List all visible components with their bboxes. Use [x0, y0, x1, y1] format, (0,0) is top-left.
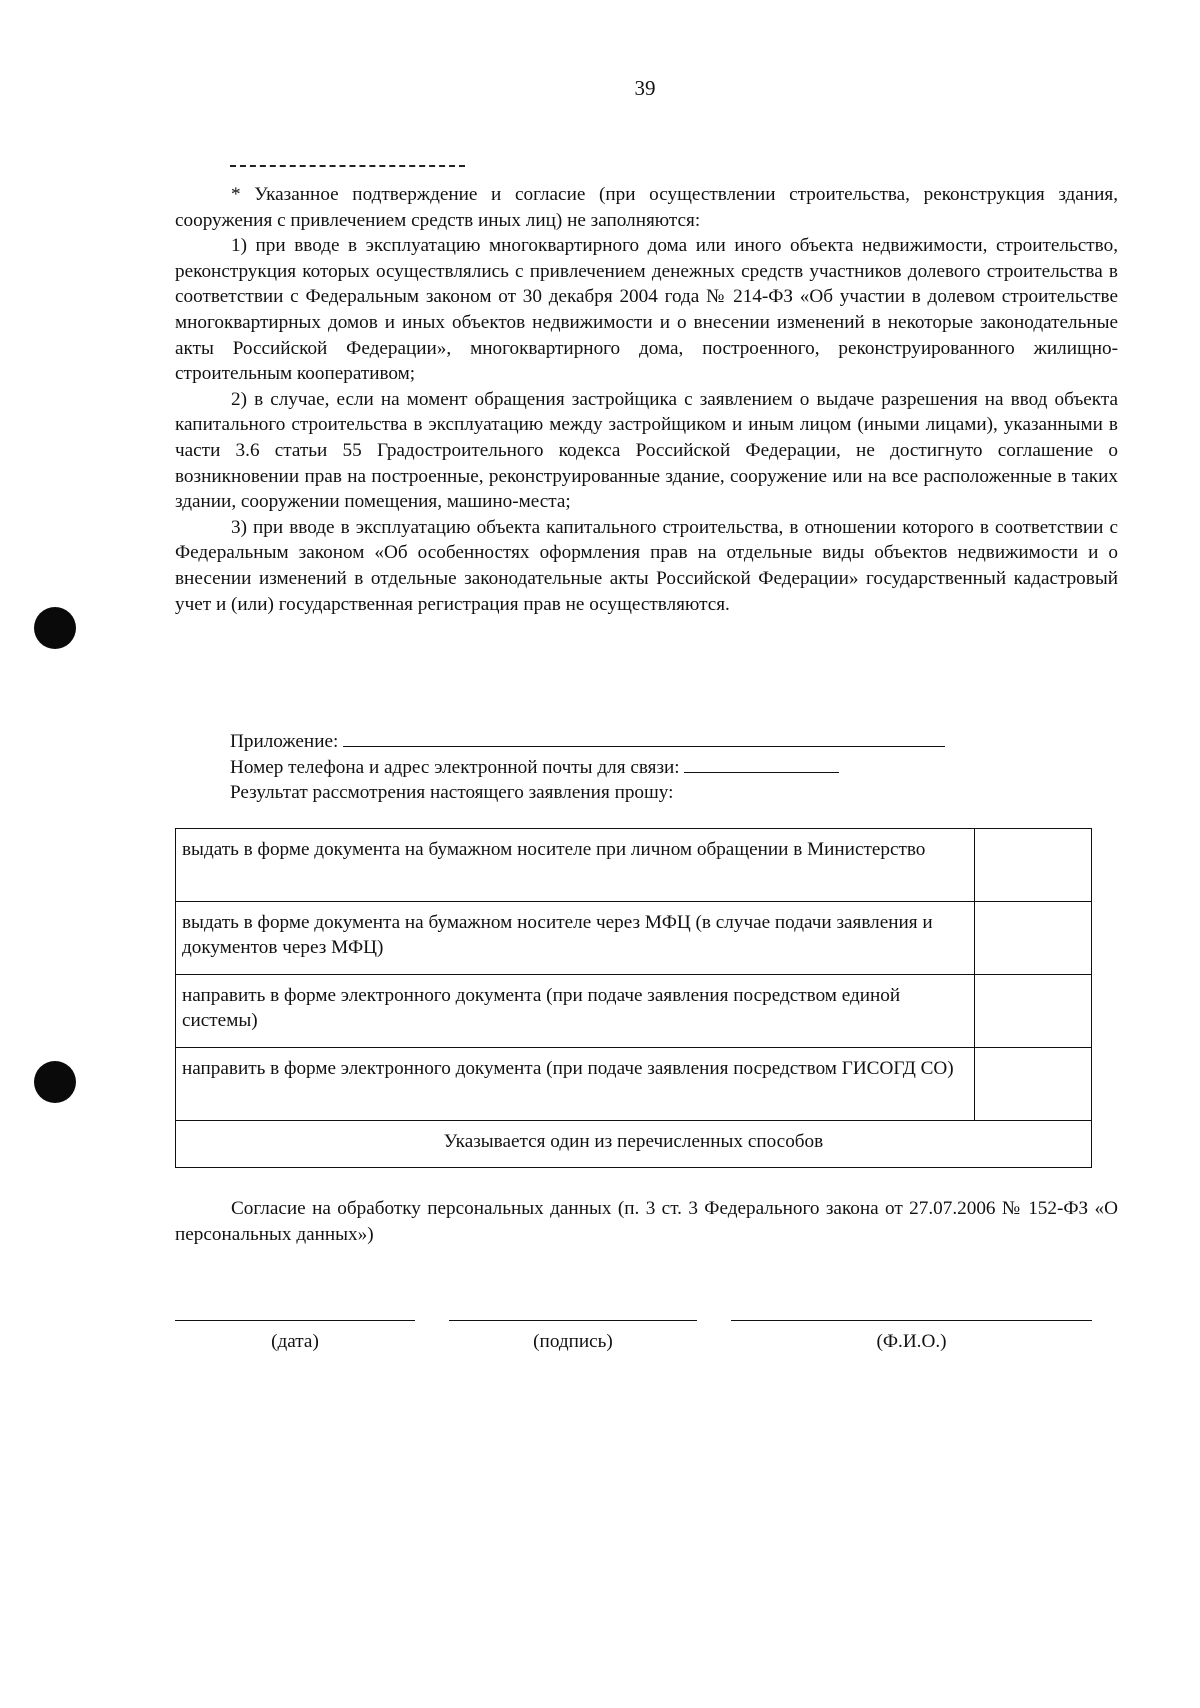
date-line[interactable]	[175, 1320, 415, 1321]
attachment-field[interactable]	[343, 728, 945, 747]
attachment-row	[230, 728, 1118, 754]
delivery-option-mfc: выдать в форме документа на бумажном носителе через МФЦ (в случае подачи заявления и документов через МФЦ)	[176, 902, 975, 975]
table-row	[176, 902, 1092, 975]
delivery-option-personal: выдать в форме документа на бумажном носителе при личном обращении в Министерство	[176, 829, 975, 902]
full-name-label: (Ф.И.О.)	[876, 1331, 947, 1352]
page-number: 39	[634, 76, 656, 100]
result-label: Результат рассмотрения настоящего заявления прошу:	[230, 782, 674, 803]
hole-punch-mark	[34, 607, 76, 649]
date-label: (дата)	[271, 1331, 319, 1352]
hole-punch-mark	[34, 1061, 76, 1103]
delivery-option-unified-system: направить в форме электронного документа (при подаче заявления посредством единой системы)	[176, 975, 975, 1048]
footnote-separator	[230, 165, 465, 167]
table-row	[176, 829, 1092, 902]
footnote-intro: * Указанное подтверждение и согласие (при осуществлении строительства, реконструкция здания, сооружения с привлечением средств иных лиц) не заполняются:	[175, 184, 1118, 231]
delivery-option-mfc-checkbox[interactable]	[974, 902, 1091, 975]
result-row	[230, 780, 1118, 805]
attachment-label: Приложение:	[230, 731, 339, 752]
delivery-option-personal-checkbox[interactable]	[974, 829, 1091, 902]
signature-line[interactable]	[449, 1320, 697, 1321]
phone-email-field[interactable]	[684, 754, 839, 773]
delivery-note: Указывается один из перечисленных способов	[176, 1121, 1092, 1168]
delivery-method-table	[175, 828, 1092, 1168]
phone-email-label: Номер телефона и адрес электронной почты для связи:	[230, 757, 680, 778]
phone-email-row	[230, 754, 1118, 780]
delivery-option-gisogd: направить в форме электронного документа (при подаче заявления посредством ГИСОГД СО)	[176, 1048, 975, 1121]
footnote-item-2: 2) в случае, если на момент обращения застройщика с заявлением о выдаче разрешения на ввод объекта капитального строительства в эксплуатацию между застройщиком и иным лицом (иными лицами), указанными в части 3.6 статьи 55 Градостроительного кодекса Российской Федерации, не достигнуто соглашение о возникновении прав на построенные, реконструированные здание, сооружение или на все расположенные в таких здании, сооружении помещения, машино-места;	[175, 388, 1118, 513]
table-row	[176, 1121, 1092, 1168]
footnote-item-3: 3) при вводе в эксплуатацию объекта капитального строительства, в отношении которого в соответствии с Федеральным законом «Об особенностях оформления прав на отдельные виды объектов недвижимости и о внесении изменений в отдельные законодательные акты Российской Федерации» государственный кадастровый учет и (или) государственная регистрация прав не осуществляются.	[175, 516, 1118, 615]
footnote	[175, 182, 1118, 617]
delivery-option-unified-system-checkbox[interactable]	[974, 975, 1091, 1048]
table-row	[176, 1048, 1092, 1121]
full-name-line[interactable]	[731, 1320, 1092, 1321]
application-fields	[230, 728, 1118, 805]
table-row	[176, 975, 1092, 1048]
signature-label: (подпись)	[533, 1331, 613, 1352]
footnote-item-1: 1) при вводе в эксплуатацию многоквартирного дома или иного объекта недвижимости, строительство, реконструкция которых осуществлялись с привлечением денежных средств участников долевого строительства в соответствии с Федеральным законом от 30 декабря 2004 года № 214-ФЗ «Об участии в долевом строительстве многоквартирных домов и иных объектов недвижимости и о внесении изменений в некоторые законодательные акты Российской Федерации», многоквартирного дома, построенного, реконструированного жилищно-строительным кооперативом;	[175, 235, 1118, 385]
personal-data-consent: Согласие на обработку персональных данных (п. 3 ст. 3 Федерального закона от 27.07.2006 № 152-ФЗ «О персональных данных»)	[175, 1198, 1118, 1245]
delivery-option-gisogd-checkbox[interactable]	[974, 1048, 1091, 1121]
